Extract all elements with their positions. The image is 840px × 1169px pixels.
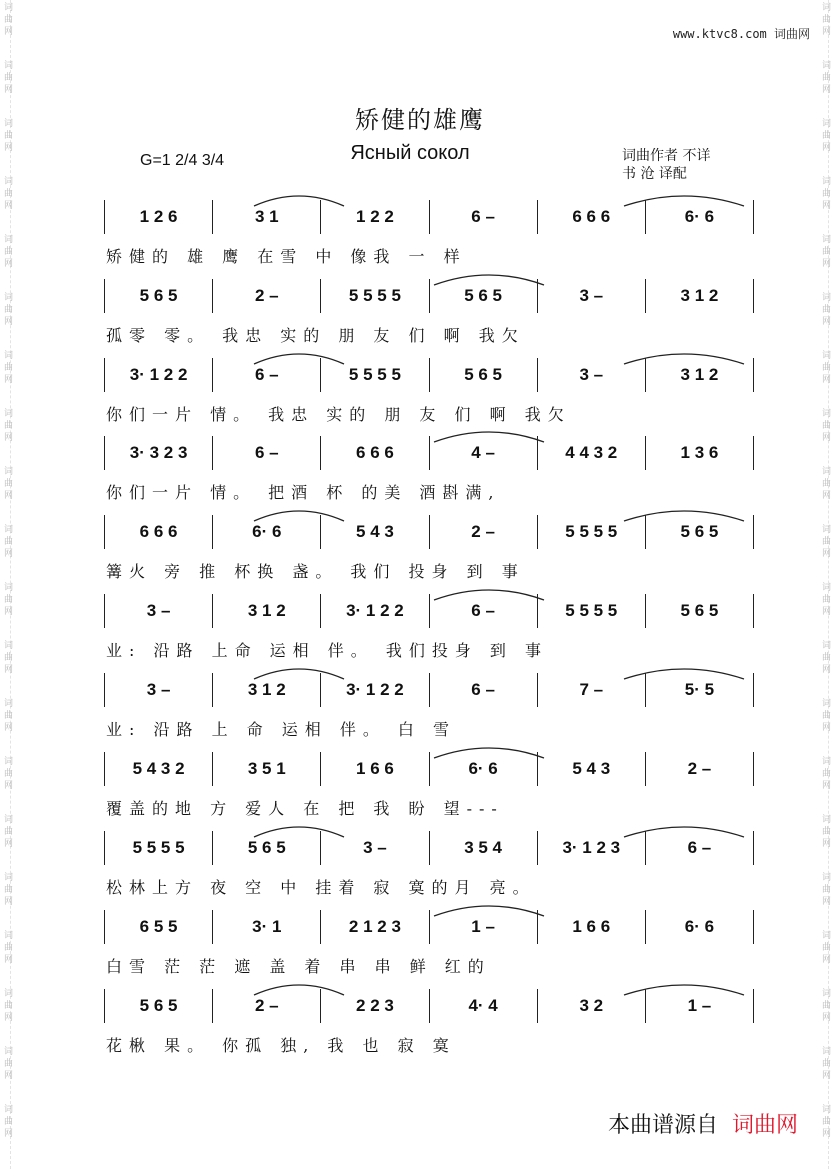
watermark-char: 曲 [822, 1117, 832, 1127]
watermark-char: 网 [4, 839, 14, 849]
watermark-char: 网 [4, 27, 14, 37]
score-row [104, 831, 754, 911]
watermark-char: 网 [822, 1013, 832, 1023]
measure: 2 – [430, 515, 538, 549]
measure: 3 – [538, 358, 646, 392]
measure: 5 4 3 2 [104, 752, 213, 786]
watermark-char: 网 [822, 665, 832, 675]
measure: 6 6 6 [104, 515, 213, 549]
watermark-char: 曲 [822, 305, 832, 315]
score-row [104, 752, 754, 832]
watermark-char: 词 [4, 931, 14, 941]
watermark-char: 词 [4, 293, 14, 303]
brand-link[interactable]: 词曲网 [731, 1113, 798, 1138]
watermark-char: 词 [822, 235, 832, 245]
watermark-char: 曲 [822, 131, 832, 141]
measure: 3· 1 2 3 [538, 831, 646, 865]
measure: 3 5 1 [213, 752, 321, 786]
watermark-char: 网 [4, 259, 14, 269]
watermark-char: 词 [4, 641, 14, 651]
watermark-char: 曲 [822, 247, 832, 257]
measure-line [104, 752, 754, 786]
watermark-char: 曲 [4, 943, 14, 953]
measure: 3· 1 2 2 [321, 594, 429, 628]
song-title: 矫健的雄鹰 [355, 106, 485, 134]
watermark-char: 网 [822, 549, 832, 559]
measure: 5 6 5 [213, 831, 321, 865]
watermark-char: 网 [822, 839, 832, 849]
measure: 5 5 5 5 [538, 515, 646, 549]
watermark-char: 词 [822, 351, 832, 361]
watermark-char: 曲 [822, 1059, 832, 1069]
measure: 3 – [538, 279, 646, 313]
watermark-char: 网 [4, 607, 14, 617]
watermark-char: 网 [822, 781, 832, 791]
watermark-char: 曲 [822, 189, 832, 199]
watermark-char: 网 [4, 1129, 14, 1139]
key-signature: G=1 2/4 3/4 [140, 152, 225, 169]
site-header[interactable]: www.ktvc8.com 词曲网 [672, 27, 810, 41]
watermark-char: 曲 [4, 15, 14, 25]
lyric-line: 孤零 零。 我忠 实的 朋 友 们 啊 我欠 [106, 326, 525, 345]
watermark-char: 词 [4, 873, 14, 883]
watermark-char: 曲 [4, 711, 14, 721]
watermark-char: 曲 [4, 1001, 14, 1011]
watermark-char: 曲 [4, 363, 14, 373]
measure: 6· 6 [213, 515, 321, 549]
score-row [104, 515, 754, 595]
watermark-char: 曲 [822, 15, 832, 25]
measure: 2 – [213, 279, 321, 313]
measure: 5 6 5 [430, 358, 538, 392]
measure: 5 5 5 5 [538, 594, 646, 628]
watermark-char: 词 [822, 1047, 832, 1057]
watermark-char: 词 [4, 757, 14, 767]
watermark-char: 词 [4, 177, 14, 187]
score-row [104, 279, 754, 359]
measure-line [104, 436, 754, 470]
watermark-char: 词 [822, 3, 832, 13]
watermark-char: 网 [4, 665, 14, 675]
watermark-char: 词 [4, 351, 14, 361]
watermark-char: 词 [4, 61, 14, 71]
measure: 5· 5 [646, 673, 754, 707]
watermark-char: 曲 [4, 421, 14, 431]
measure-line [104, 515, 754, 549]
watermark-char: 词 [4, 525, 14, 535]
watermark-char: 曲 [4, 479, 14, 489]
watermark-char: 曲 [4, 189, 14, 199]
lyric-line: 业: 沿路 上 命 运相 伴。 白 雪 [106, 720, 456, 739]
watermark-char: 网 [4, 491, 14, 501]
watermark-char: 网 [4, 1071, 14, 1081]
watermark-char: 网 [4, 143, 14, 153]
watermark-char: 词 [4, 1105, 14, 1115]
measure: 6 6 6 [538, 200, 646, 234]
watermark-char: 词 [822, 525, 832, 535]
watermark-char: 曲 [822, 827, 832, 837]
measure: 2 – [213, 989, 321, 1023]
measure: 1 2 2 [321, 200, 429, 234]
measure: 6· 6 [430, 752, 538, 786]
watermark-char: 网 [822, 27, 832, 37]
watermark-char: 曲 [822, 363, 832, 373]
watermark-char: 曲 [822, 1001, 832, 1011]
watermark-char: 网 [4, 433, 14, 443]
measure: 1 6 6 [321, 752, 429, 786]
watermark-char: 曲 [4, 653, 14, 663]
watermark-char: 曲 [4, 595, 14, 605]
measure: 6 – [430, 594, 538, 628]
watermark-char: 词 [4, 989, 14, 999]
measure: 2 1 2 3 [321, 910, 429, 944]
watermark-char: 网 [822, 259, 832, 269]
measure: 3· 1 2 2 [104, 358, 213, 392]
measure: 6· 6 [646, 200, 754, 234]
watermark-char: 词 [822, 699, 832, 709]
measure: 1 – [430, 910, 538, 944]
measure: 1 6 6 [538, 910, 646, 944]
measure: 3 5 4 [430, 831, 538, 865]
watermark-char: 曲 [4, 305, 14, 315]
watermark-char: 网 [822, 955, 832, 965]
watermark-char: 网 [4, 85, 14, 95]
measure-line [104, 989, 754, 1023]
measure-line [104, 673, 754, 707]
watermark-char: 网 [822, 317, 832, 327]
watermark-char: 词 [822, 61, 832, 71]
measure: 3 2 [538, 989, 646, 1023]
watermark-char: 曲 [822, 711, 832, 721]
song-subtitle: Ясный сокол [350, 142, 470, 164]
watermark-char: 词 [4, 1047, 14, 1057]
watermark-char: 网 [822, 491, 832, 501]
watermark-char: 网 [4, 955, 14, 965]
score-row [104, 200, 754, 280]
watermark-char: 网 [822, 375, 832, 385]
measure-line [104, 200, 754, 234]
watermark-char: 词 [822, 409, 832, 419]
watermark-char: 网 [4, 897, 14, 907]
measure: 1 – [646, 989, 754, 1023]
watermark-char: 曲 [4, 885, 14, 895]
watermark-char: 词 [822, 873, 832, 883]
watermark-char: 曲 [822, 421, 832, 431]
watermark-char: 词 [822, 757, 832, 767]
credit-arranger: 书 沧 译配 [622, 166, 687, 182]
measure: 3 1 2 [213, 594, 321, 628]
measure: 6 5 5 [104, 910, 213, 944]
watermark-char: 曲 [822, 595, 832, 605]
footer-source [608, 1108, 798, 1139]
score-row [104, 673, 754, 753]
source-label: 本曲谱源自 [607, 1113, 718, 1138]
measure: 3· 1 2 2 [321, 673, 429, 707]
watermark-char: 词 [822, 1105, 832, 1115]
measure: 5 5 5 5 [321, 358, 429, 392]
measure: 5 4 3 [538, 752, 646, 786]
lyric-line: 篝火 旁 推 杯换 盏。 我们 投身 到 事 [106, 562, 525, 581]
measure: 3· 3 2 3 [104, 436, 213, 470]
watermark-char: 网 [4, 723, 14, 733]
watermark-char: 网 [822, 607, 832, 617]
watermark-char: 曲 [4, 769, 14, 779]
watermark-char: 网 [822, 1071, 832, 1081]
measure: 3 – [321, 831, 429, 865]
watermark-char: 网 [822, 143, 832, 153]
watermark-char: 词 [822, 989, 832, 999]
measure: 5 6 5 [646, 515, 754, 549]
score-row [104, 910, 754, 990]
lyric-line: 你们一片 情。 把酒 杯 的美 酒斟满, [106, 483, 501, 502]
measure: 5 6 5 [430, 279, 538, 313]
watermark-char: 词 [822, 177, 832, 187]
watermark-char: 词 [822, 583, 832, 593]
watermark-char: 词 [822, 815, 832, 825]
measure: 5 5 5 5 [321, 279, 429, 313]
score-row [104, 436, 754, 516]
watermark-char: 词 [4, 119, 14, 129]
watermark-char: 曲 [822, 479, 832, 489]
watermark-char: 词 [4, 235, 14, 245]
watermark-char: 曲 [822, 537, 832, 547]
measure: 3 – [104, 594, 213, 628]
measure-line [104, 594, 754, 628]
measure: 1 2 6 [104, 200, 213, 234]
credit-composer: 词曲作者 不详 [622, 148, 711, 164]
measure-line [104, 358, 754, 392]
watermark-char: 曲 [822, 769, 832, 779]
lyric-line: 业: 沿路 上命 运相 伴。 我们投身 到 事 [106, 641, 548, 660]
measure: 1 3 6 [646, 436, 754, 470]
measure: 4 4 3 2 [538, 436, 646, 470]
measure: 3 1 2 [646, 279, 754, 313]
measure: 3 1 2 [646, 358, 754, 392]
watermark-char: 曲 [4, 537, 14, 547]
measure: 2 – [646, 752, 754, 786]
watermark-char: 曲 [822, 73, 832, 83]
measure: 5 5 5 5 [104, 831, 213, 865]
watermark-char: 曲 [822, 885, 832, 895]
watermark-char: 网 [822, 897, 832, 907]
watermark-char: 网 [822, 433, 832, 443]
score-row [104, 989, 754, 1069]
watermark-char: 词 [822, 293, 832, 303]
measure: 6 – [213, 436, 321, 470]
watermark-char: 网 [4, 201, 14, 211]
measure: 6 – [430, 200, 538, 234]
measure: 5 6 5 [104, 279, 213, 313]
measure: 4· 4 [430, 989, 538, 1023]
measure: 6 – [430, 673, 538, 707]
measure: 3· 1 [213, 910, 321, 944]
measure-line [104, 910, 754, 944]
lyric-line: 花楸 果。 你孤 独, 我 也 寂 寞 [106, 1036, 456, 1055]
watermark-char: 曲 [4, 131, 14, 141]
watermark-char: 曲 [822, 653, 832, 663]
measure: 2 2 3 [321, 989, 429, 1023]
watermark-char: 网 [4, 375, 14, 385]
watermark-char: 词 [4, 467, 14, 477]
measure: 6 6 6 [321, 436, 429, 470]
watermark-char: 网 [4, 1013, 14, 1023]
watermark-char: 曲 [4, 827, 14, 837]
watermark-char: 网 [822, 201, 832, 211]
lyric-line: 覆盖的地 方 爱人 在 把 我 盼 望--- [106, 799, 504, 818]
watermark-char: 词 [822, 641, 832, 651]
watermark-char: 曲 [4, 1117, 14, 1127]
watermark-char: 曲 [4, 247, 14, 257]
measure: 4 – [430, 436, 538, 470]
measure: 3 – [104, 673, 213, 707]
watermark-char: 词 [822, 931, 832, 941]
measure-line [104, 279, 754, 313]
watermark-char: 词 [4, 409, 14, 419]
measure: 6 – [646, 831, 754, 865]
measure: 5 6 5 [646, 594, 754, 628]
watermark-char: 词 [4, 3, 14, 13]
lyric-line: 松林上方 夜 空 中 挂着 寂 寞的月 亮。 [106, 878, 536, 897]
watermark-char: 词 [822, 119, 832, 129]
measure: 3 1 2 [213, 673, 321, 707]
watermark-char: 网 [822, 1129, 832, 1139]
measure: 5 6 5 [104, 989, 213, 1023]
lyric-line: 矫健的 雄 鹰 在雪 中 像我 一 样 [106, 247, 467, 266]
watermark-char: 曲 [4, 1059, 14, 1069]
measure-line [104, 831, 754, 865]
watermark-char: 曲 [4, 73, 14, 83]
watermark-char: 词 [4, 699, 14, 709]
watermark-char: 词 [822, 467, 832, 477]
lyric-line: 白雪 茫 茫 遮 盖 着 串 串 鲜 红的 [106, 957, 491, 976]
measure: 3 1 [213, 200, 321, 234]
watermark-char: 网 [4, 317, 14, 327]
lyric-line: 你们一片 情。 我忠 实的 朋 友 们 啊 我欠 [106, 405, 571, 424]
watermark-char: 网 [4, 781, 14, 791]
measure: 6· 6 [646, 910, 754, 944]
measure: 6 – [213, 358, 321, 392]
measure: 7 – [538, 673, 646, 707]
measure: 5 4 3 [321, 515, 429, 549]
watermark-char: 词 [4, 815, 14, 825]
watermark-char: 网 [4, 549, 14, 559]
watermark-char: 网 [822, 85, 832, 95]
watermark-char: 曲 [822, 943, 832, 953]
watermark-char: 词 [4, 583, 14, 593]
score-row [104, 594, 754, 674]
watermark-char: 网 [822, 723, 832, 733]
